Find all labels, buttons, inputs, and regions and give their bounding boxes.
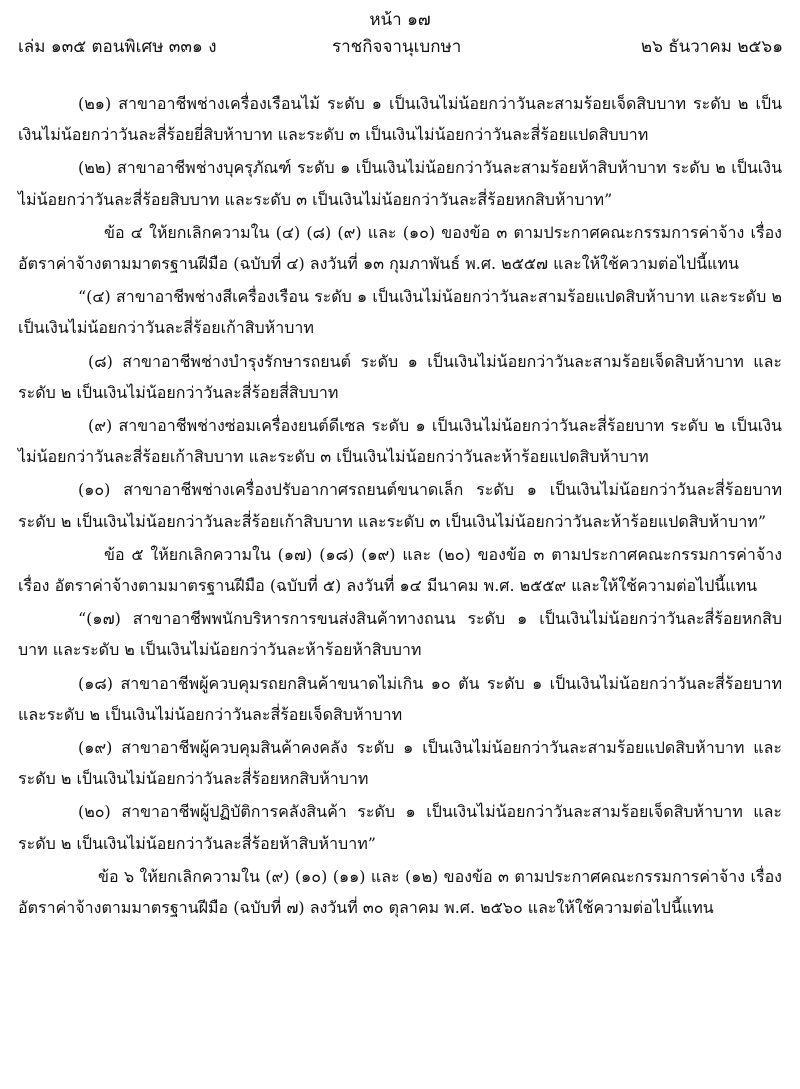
paragraph-item-4: “(๔) สาขาอาชีพช่างสีเครื่องเรือน ระดับ ๑ เป็นเงินไม่น้อยกว่าวันละสามร้อยแปดสิบห้าบาท และระดับ ๒ เป็นเงินไม่น้อยกว่าวันละสี่ร้อยเก้าสิบห้าบาท [18,287,782,338]
paragraph-item-17: “(๑๗) สาขาอาชีพพนักบริหารการขนส่งสินค้าทางถนน ระดับ ๑ เป็นเงินไม่น้อยกว่าวันละสี่ร้อยหกสิบบาท และระดับ ๒ เป็นเงินไม่น้อยกว่าวันละห้าร้อยห้าสิบบาท [18,609,782,660]
paragraph-item-19: (๑๙) สาขาอาชีพผู้ควบคุมสินค้าคงคลัง ระดับ ๑ เป็นเงินไม่น้อยกว่าวันละสามร้อยแปดสิบห้าบาท และระดับ ๒ เป็นเงินไม่น้อยกว่าวันละสี่ร้อยหกสิบห้าบาท [18,738,782,789]
paragraph-item-21: (๒๑) สาขาอาชีพช่างเครื่องเรือนไม้ ระดับ ๑ เป็นเงินไม่น้อยกว่าวันละสามร้อยเจ็ดสิบบาท ระดับ ๒ เป็นเงินไม่น้อยกว่าวันละสี่ร้อยยี่สิบห้าบาท และระดับ ๓ เป็นเงินไม่น้อยกว่าวันละสี่ร้อยแปดสิบบาท [18,94,782,145]
paragraph-clause-6: ข้อ ๖ ให้ยกเลิกความใน (๙) (๑๐) (๑๑) และ (๑๒) ของข้อ ๓ ตามประกาศคณะกรรมการค่าจ้าง เรื่อง อัตราค่าจ้างตามมาตรฐานฝีมือ (ฉบับที่ ๗) ลงวันที่ ๓๐ ตุลาคม พ.ศ. ๒๕๖๐ และให้ใช้ความต่อไปนี้แทน [18,866,782,918]
paragraph-clause-4: ข้อ ๔ ให้ยกเลิกความใน (๔) (๘) (๙) และ (๑๐) ของข้อ ๓ ตามประกาศคณะกรรมการค่าจ้าง เรื่อง อัตราค่าจ้างตามมาตรฐานฝีมือ (ฉบับที่ ๔) ลงวันที่ ๑๓ กุมภาพันธ์ พ.ศ. ๒๕๕๗ และให้ใช้ความต่อไปนี้แทน [18,222,782,274]
paragraph-item-9: (๙) สาขาอาชีพช่างซ่อมเครื่องยนต์ดีเซล ระดับ ๑ เป็นเงินไม่น้อยกว่าวันละสี่ร้อยบาท ระดับ ๒ เป็นเงินไม่น้อยกว่าวันละสี่ร้อยเก้าสิบบาท และระดับ ๓ เป็นเงินไม่น้อยกว่าวันละห้าร้อยแปดสิบห้าบาท [18,416,782,467]
paragraph-item-8: (๘) สาขาอาชีพช่างบำรุงรักษารถยนต์ ระดับ ๑ เป็นเงินไม่น้อยกว่าวันละสามร้อยเจ็ดสิบห้าบาท และระดับ ๒ เป็นเงินไม่น้อยกว่าวันละสี่ร้อยสี่สิบบาท [18,351,782,402]
paragraph-item-18: (๑๘) สาขาอาชีพผู้ควบคุมรถยกสินค้าขนาดไม่เกิน ๑๐ ตัน ระดับ ๑ เป็นเงินไม่น้อยกว่าวันละสี่ร้อยบาท และระดับ ๒ เป็นเงินไม่น้อยกว่าวันละสี่ร้อยเจ็ดสิบห้าบาท [18,673,782,724]
volume-issue: เล่ม ๑๓๕ ตอนพิเศษ ๓๓๑ ง [18,37,217,57]
publication-title: ราชกิจจานุเบกษา [332,37,462,57]
document-header [18,34,783,60]
paragraph-clause-5: ข้อ ๕ ให้ยกเลิกความใน (๑๗) (๑๘) (๑๙) และ (๒๐) ของข้อ ๓ ตามประกาศคณะกรรมการค่าจ้าง เรื่อง อัตราค่าจ้างตามมาตรฐานฝีมือ (ฉบับที่ ๕) ลงวันที่ ๑๔ มีนาคม พ.ศ. ๒๕๕๙ และให้ใช้ความต่อไปนี้แทน [18,544,782,596]
paragraph-item-10: (๑๐) สาขาอาชีพช่างเครื่องปรับอากาศรถยนต์ขนาดเล็ก ระดับ ๑ เป็นเงินไม่น้อยกว่าวันละสี่ร้อยบาท ระดับ ๒ เป็นเงินไม่น้อยกว่าวันละสี่ร้อยเก้าสิบบาท และระดับ ๓ เป็นเงินไม่น้อยกว่าวันละห้าร้อยแปดสิบห้าบาท” [18,480,782,531]
paragraph-item-20: (๒๐) สาขาอาชีพผู้ปฏิบัติการคลังสินค้า ระดับ ๑ เป็นเงินไม่น้อยกว่าวันละสามร้อยเจ็ดสิบห้าบาท และระดับ ๒ เป็นเงินไม่น้อยกว่าวันละสี่ร้อยห้าสิบห้าบาท” [18,802,782,853]
publication-date: ๒๖ ธันวาคม ๒๕๖๑ [640,37,783,57]
page-number: หน้า ๑๗ [369,10,431,30]
document-body [18,88,782,925]
paragraph-item-22: (๒๒) สาขาอาชีพช่างบุครุภัณฑ์ ระดับ ๑ เป็นเงินไม่น้อยกว่าวันละสามร้อยห้าสิบห้าบาท ระดับ ๒ เป็นเงินไม่น้อยกว่าวันละสี่ร้อยสิบบาท และระดับ ๓ เป็นเงินไม่น้อยกว่าวันละสี่ร้อยหกสิบห้าบาท” [18,158,782,209]
